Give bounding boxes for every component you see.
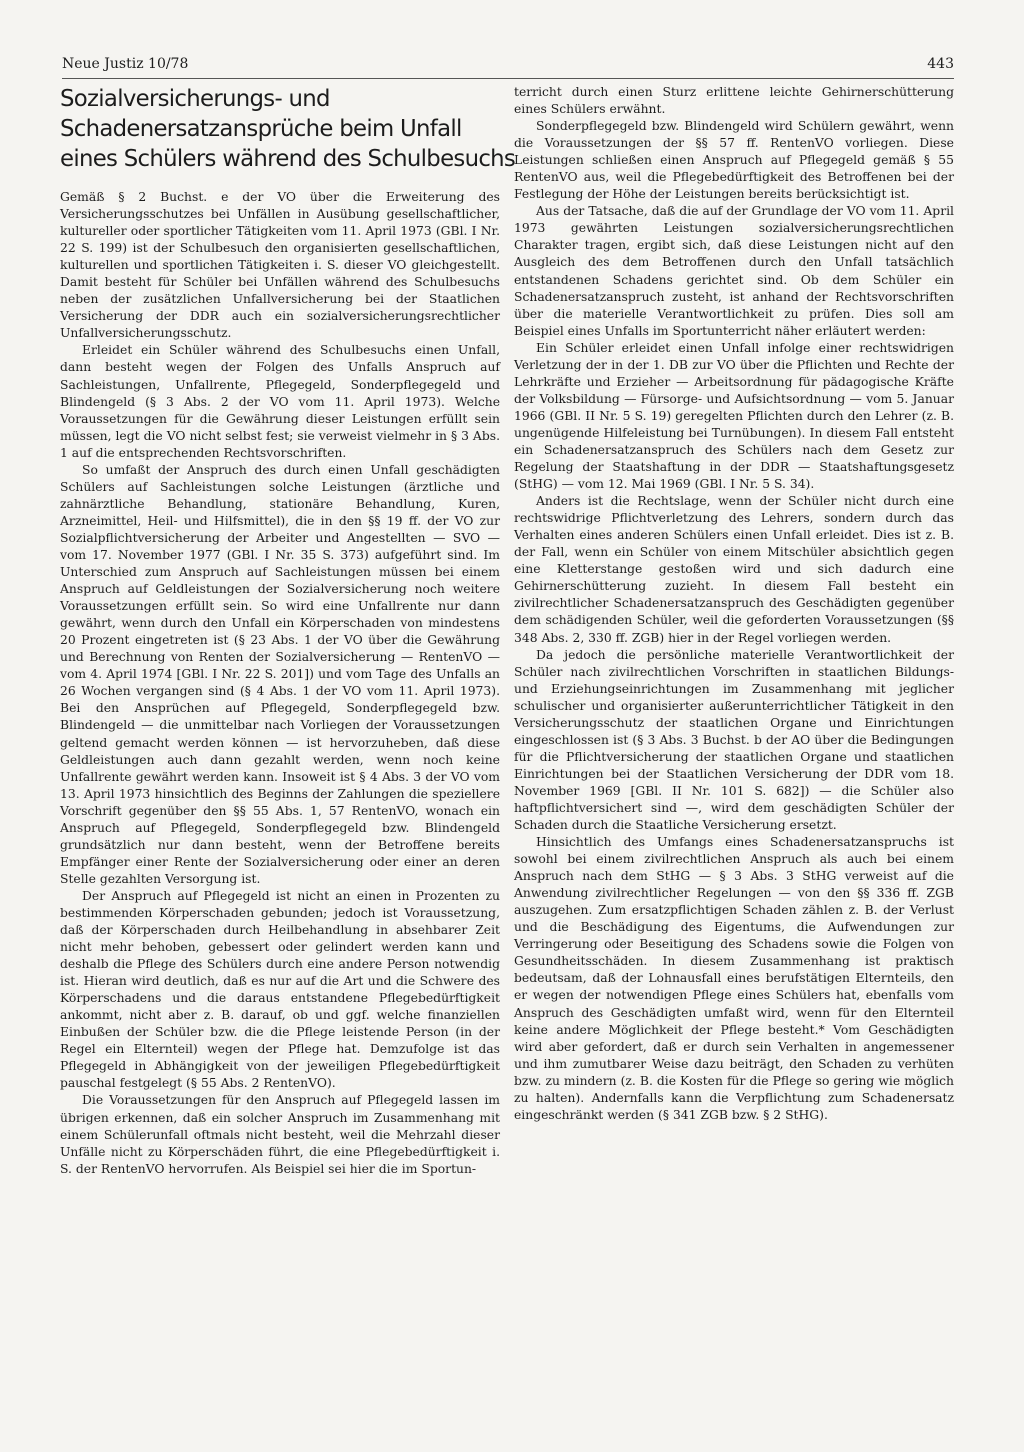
body-paragraph: Gemäß § 2 Buchst. e der VO über die Erweiterung des Versicherungsschutzes bei Unfällen in Ausübung gesellschaftlicher, kultureller oder sportlicher Tätigkeiten vom 11. April 1973 (GBl. I Nr. 22 S. 199) ist der Schulbesuch den organisierten gesellschaftlichen, kulturellen und sportlichen Tätigkeiten i. S. dieser VO gleichgestellt. Damit besteht für Schüler bei Unfällen während des Schulbesuchs neben der zusätzlichen Unfallversicherung bei der Staatlichen Versicherung der DDR auch ein sozialversicherungsrechtlicher Unfallversicherungsschutz. <box>60 190 500 341</box>
body-paragraph: Ein Schüler erleidet einen Unfall infolge einer rechtswidrigen Verletzung der in der 1. DB zur VO über die Pflichten und Rechte der Lehrkräfte und Erzieher — Arbeitsordnung für pädagogische Kräfte der Volksbildung — Fürsorge- und Aufsichtsordnung — vom 5. Januar 1966 (GBl. II Nr. 5 S. 19) geregelten Pflichten durch den Lehrer (z. B. ungenügende Hilfeleistung bei Turnübungen). In diesem Fall entsteht ein Schadenersatzanspruch des Schülers nach dem Gesetz zur Regelung der Staatshaftung in der DDR — Staatshaftungsgesetz (StHG) — vom 12. Mai 1969 (GBl. I Nr. 5 S. 34). <box>514 340 954 492</box>
body-paragraph: Da jedoch die persönliche materielle Verantwortlichkeit der Schüler nach zivilrechtlichen Vorschriften in staatlichen Bildungs- und Erziehungseinrichtungen im Zusammenhang mit jeglicher schulischer und organisierter außerunterrichtlicher Tätigkeit in den Versicherungsschutz der staatlichen Organe und Einrichtungen eingeschlossen ist (§ 3 Abs. 3 Buchst. b der AO über die Bedingungen für die Pflichtversicherung der staatlichen Organe und staatlichen Einrichtungen bei der Staatlichen Versicherung der DDR vom 18. November 1969 [GBl. II Nr. 101 S. 682]) — die Schüler also haftpflichtversichert sind —, wird dem geschädigten Schüler der Schaden durch die Staatliche Versicherung ersetzt. <box>514 647 954 833</box>
body-paragraph: So umfaßt der Anspruch des durch einen Unfall geschädigten Schülers auf Sachleistungen solche Leistungen (ärztliche und zahnärztliche Behandlung, stationäre Behandlung, Kuren, Arzneimittel, Heil- und Hilfsmittel), die in den §§ 19 ff. der VO zur Sozialpflichtversicherung der Arbeiter und Angestellten — SVO — vom 17. November 1977 (GBl. I Nr. 35 S. 373) aufgeführt sind. Im Unterschied zum Anspruch auf Sachleistungen müssen bei einem Anspruch auf Geldleistungen der Sozialversicherung noch weitere Voraussetzungen erfüllt sein. So wird eine Unfallrente nur dann gewährt, wenn durch den Unfall ein Körperschaden von mindestens 20 Prozent eingetreten ist (§ 23 Abs. 1 der VO über die Gewährung und Berechnung von Renten der Sozialversicherung — RentenVO — vom 4. April 1974 [GBl. I Nr. 22 S. 201]) und vom Tage des Unfalls an 26 Wochen vergangen sind (§ 4 Abs. 1 der VO vom 11. April 1973). Bei den Ansprüchen auf Pflegegeld, Sonderpflegegeld bzw. Blindengeld — die unmittelbar nach Vorliegen der Voraussetzungen geltend gemacht werden können — ist hervorzuheben, daß diese Geldleistungen auch dann gezahlt werden, wenn noch keine Unfallrente gewährt werden kann. Insoweit ist § 4 Abs. 3 der VO vom 13. April 1973 hinsichtlich des Beginns der Zahlungen die speziellere Vorschrift gegenüber den §§ 55 Abs. 1, 57 RentenVO, wonach ein Anspruch auf Pflegegeld, Sonderpflegegeld bzw. Blindengeld grundsätzlich nur dann besteht, wenn der Betroffene bereits Empfänger einer Rente der Sozialversicherung oder einer an deren Stelle gezahlten Versorgung ist. <box>60 462 500 886</box>
body-paragraph: Aus der Tatsache, daß die auf der Grundlage der VO vom 11. April 1973 gewährten Leistungen sozialversicherungsrechtlichen Charakter tragen, ergibt sich, daß diese Leistungen nicht auf den Ausgleich des dem Betroffenen durch den Unfall tatsächlich entstandenen Schadens gerichtet sind. Ob dem Schüler ein Schadenersatzanspruch zusteht, ist anhand der Rechtsvorschriften über die materielle Verantwortlichkeit zu prüfen. Dies soll am Beispiel eines Unfalls im Sportunterricht näher erläutert werden: <box>514 204 954 338</box>
body-paragraph-continued: terricht durch einen Sturz erlittene leichte Gehirnerschütterung eines Schülers erwähnt. <box>514 85 954 117</box>
body-paragraph: Die Voraussetzungen für den Anspruch auf Pflegegeld lassen im übrigen erkennen, daß ein solcher Anspruch im Zusammenhang mit einem Schülerunfall oftmals nicht besteht, weil die Mehrzahl dieser Unfälle nicht zu Körperschäden führt, die eine Pflegebedürftigkeit i. S. der RentenVO hervorrufen. Als Beispiel sei hier die im Sportun- <box>60 1093 500 1176</box>
body-paragraph: Hinsichtlich des Umfangs eines Schadenersatzanspruchs ist sowohl bei einem zivilrechtlichen Anspruch als auch bei einem Anspruch nach dem StHG — § 3 Abs. 3 StHG verweist auf die Anwendung zivilrechtlicher Regelungen — von den §§ 336 ff. ZGB auszugehen. Zum ersatzpflichtigen Schaden zählen z. B. der Verlust und die Beschädigung des Eigentums, die Aufwendungen zur Verringerung oder Beseitigung des Schadens sowie die Folgen von Gesundheitsschäden. In diesem Zusammenhang ist praktisch bedeutsam, daß der Lohnausfall eines berufstätigen Elternteils, den er wegen der notwendigen Pflege eines Schülers hat, ebenfalls vom Anspruch des Geschädigten umfaßt wird, wenn für den Elternteil keine andere Möglichkeit der Pflege besteht.* Vom Geschädigten wird aber gefordert, daß er durch sein Verhalten in angemessener und ihm zumutbarer Weise dazu beiträgt, den Schaden zu verhüten bzw. zu mindern (z. B. die Kosten für die Pflege so gering wie möglich zu halten). Andernfalls kann die Verpflichtung zum Schadenersatz eingeschränkt werden (§ 341 ZGB bzw. § 2 StHG). <box>514 835 954 1122</box>
body-paragraph: Anders ist die Rechtslage, wenn der Schüler nicht durch eine rechtswidrige Pflichtverletzung des Lehrers, sondern durch das Verhalten eines anderen Schülers einen Unfall erleidet. Dies ist z. B. der Fall, wenn ein Schüler von einem Mitschüler absichtlich gegen eine Kletterstange gestoßen wird und sich dadurch eine Gehirnerschütterung zuzieht. In diesem Fall besteht ein zivilrechtlicher Schadenersatzanspruch des Geschädigten gegenüber dem schädigenden Schüler, weil die geforderten Voraussetzungen (§§ 348 Abs. 2, 330 ff. ZGB) hier in der Regel vorliegen werden. <box>514 494 954 645</box>
journal-title: Neue Justiz 10/78 <box>62 56 189 72</box>
title-line: eines Schülers während des Schulbesuchs <box>60 146 516 172</box>
title-line: Schadenersatzansprüche beim Unfall <box>60 116 462 142</box>
right-column <box>514 84 954 1124</box>
article-title <box>60 84 516 174</box>
page-number: 443 <box>927 56 954 72</box>
body-paragraph: Sonderpflegegeld bzw. Blindengeld wird Schülern gewährt, wenn die Voraussetzungen der §§ 57 ff. RentenVO vorliegen. Diese Leistungen schließen einen Anspruch auf Pflegegeld gemäß § 55 RentenVO aus, weil die Pflegebedürftigkeit des Betroffenen bei der Festlegung der Höhe der Leistungen bereits berücksichtigt ist. <box>514 119 954 202</box>
body-paragraph: Der Anspruch auf Pflegegeld ist nicht an einen in Prozenten zu bestimmenden Körperschaden gebunden; jedoch ist Voraussetzung, daß der Körperschaden durch Heilbehandlung in absehbarer Zeit nicht mehr behoben, gebessert oder gelindert werden kann und deshalb die Pflege des Schülers durch eine andere Person notwendig ist. Hieran wird deutlich, daß es nur auf die Art und die Schwere des Körperschadens und die daraus entstandene Pflegebedürftigkeit ankommt, nicht aber z. B. darauf, ob und ggf. welche finanziellen Einbußen der Schüler bzw. die die Pflege leistende Person (in der Regel ein Elternteil) wegen der Pflege hat. Demzufolge ist das Pflegegeld in Abhängigkeit von der jeweiligen Pflegebedürftigkeit pauschal festgelegt (§ 55 Abs. 2 RentenVO). <box>60 888 500 1091</box>
left-column <box>60 84 516 1178</box>
body-paragraph: Erleidet ein Schüler während des Schulbesuchs einen Unfall, dann besteht wegen der Folgen des Unfalls Anspruch auf Sachleistungen, Unfallrente, Pflegegeld, Sonderpflegegeld und Blindengeld (§ 3 Abs. 2 der VO vom 11. April 1973). Welche Voraussetzungen für die Gewährung dieser Leistungen erfüllt sein müssen, legt die VO nicht selbst fest; sie verweist vielmehr in § 3 Abs. 1 auf die entsprechenden Rechtsvorschriften. <box>60 343 500 460</box>
title-line: Sozialversicherungs- und <box>60 86 330 112</box>
running-head <box>62 56 954 79</box>
